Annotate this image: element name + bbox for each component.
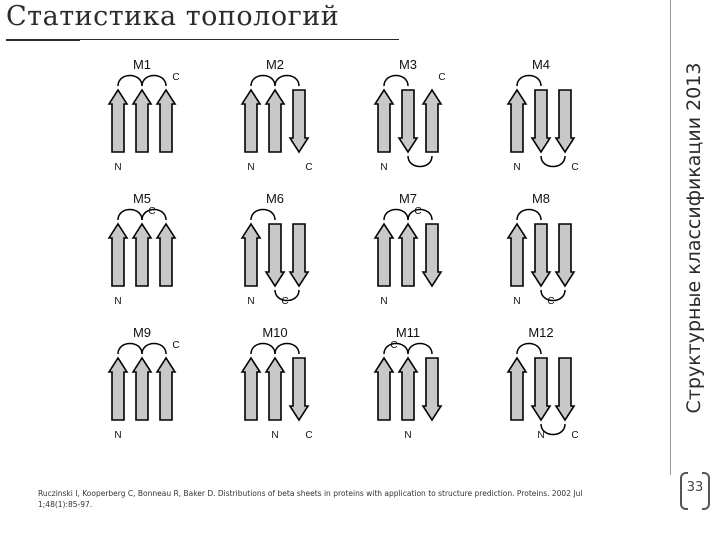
c-terminus-label: C: [438, 72, 446, 83]
panel-label: M5: [132, 191, 152, 206]
c-terminus-label: C: [547, 296, 555, 307]
beta-strand-arrow: [556, 224, 574, 286]
loop-connector: [517, 76, 541, 87]
beta-strand-arrow: [266, 90, 284, 152]
panel-label: M1: [132, 57, 152, 72]
slide-title: Статистика топологий: [6, 1, 340, 32]
panel-label: M2: [265, 57, 285, 72]
n-terminus-label: N: [247, 162, 255, 173]
n-terminus-label: N: [404, 430, 412, 441]
beta-strand-arrow: [375, 90, 393, 152]
loop-connector: [251, 344, 275, 355]
beta-strand-arrow: [532, 224, 550, 286]
beta-strand-arrow: [423, 90, 441, 152]
beta-strand-arrow: [532, 358, 550, 420]
c-terminus-label: C: [305, 162, 313, 173]
side-divider: [670, 0, 671, 475]
panel-label: M6: [265, 191, 285, 206]
loop-connector: [517, 344, 541, 355]
panel-label: M8: [531, 191, 551, 206]
c-terminus-label: C: [414, 206, 422, 217]
side-label: Структурные классификации 2013: [683, 62, 705, 414]
loop-connector: [251, 210, 275, 221]
loop-connector: [142, 344, 166, 355]
beta-strand-arrow: [242, 358, 260, 420]
panel-label: M11: [395, 325, 421, 340]
beta-strand-arrow: [290, 358, 308, 420]
beta-strand-arrow: [133, 358, 151, 420]
topology-panel: [109, 325, 180, 441]
c-terminus-label: C: [571, 430, 579, 441]
beta-strand-arrow: [109, 90, 127, 152]
c-terminus-label: C: [281, 296, 289, 307]
beta-strand-arrow: [266, 224, 284, 286]
beta-strand-arrow: [290, 224, 308, 286]
topology-panel: [109, 191, 175, 307]
topology-panel: [242, 57, 313, 173]
topology-panel: [375, 191, 441, 307]
topology-diagram: [80, 40, 590, 460]
topology-panel: [375, 325, 441, 441]
panel-label: M3: [398, 57, 418, 72]
n-terminus-label: N: [114, 162, 122, 173]
loop-connector: [142, 76, 166, 87]
beta-strand-arrow: [423, 358, 441, 420]
n-terminus-label: N: [247, 296, 255, 307]
loop-connector: [517, 210, 541, 221]
n-terminus-label: N: [537, 430, 545, 441]
panel-label: M4: [531, 57, 551, 72]
loop-connector: [408, 156, 432, 167]
c-terminus-label: C: [305, 430, 313, 441]
topology-panel: [242, 191, 308, 307]
topology-panel: [508, 325, 579, 441]
topology-panel: [508, 191, 574, 307]
c-terminus-label: C: [172, 72, 180, 83]
panel-label: M7: [398, 191, 418, 206]
n-terminus-label: N: [380, 162, 388, 173]
page-number-badge: [680, 472, 710, 508]
loop-connector: [118, 210, 142, 221]
beta-strand-arrow: [423, 224, 441, 286]
loop-connector: [384, 76, 408, 87]
c-terminus-label: C: [172, 340, 180, 351]
citation: Ruczinski I, Kooperberg C, Bonneau R, Baker D. Distributions of beta sheets in proteins with application to structure prediction. Proteins. 2002 Jul 1;48(1):85-97.: [38, 489, 583, 509]
loop-connector: [275, 344, 299, 355]
n-terminus-label: N: [380, 296, 388, 307]
beta-strand-arrow: [242, 224, 260, 286]
n-terminus-label: N: [271, 430, 279, 441]
beta-strand-arrow: [556, 90, 574, 152]
n-terminus-label: N: [513, 162, 521, 173]
n-terminus-label: N: [513, 296, 521, 307]
beta-strand-arrow: [290, 90, 308, 152]
beta-strand-arrow: [157, 224, 175, 286]
beta-strand-arrow: [266, 358, 284, 420]
loop-connector: [251, 76, 275, 87]
loop-connector: [541, 156, 565, 167]
panel-label: M10: [262, 325, 288, 340]
beta-strand-arrow: [399, 90, 417, 152]
topology-panel: [242, 325, 313, 441]
beta-strand-arrow: [556, 358, 574, 420]
beta-strand-arrow: [133, 224, 151, 286]
beta-strand-arrow: [508, 358, 526, 420]
beta-strand-arrow: [133, 90, 151, 152]
loop-connector: [118, 344, 142, 355]
beta-strand-arrow: [157, 358, 175, 420]
topology-panel: [109, 57, 180, 173]
topology-figure: [80, 40, 590, 460]
loop-connector: [118, 76, 142, 87]
beta-strand-arrow: [157, 90, 175, 152]
beta-strand-arrow: [242, 90, 260, 152]
beta-strand-arrow: [532, 90, 550, 152]
beta-strand-arrow: [109, 358, 127, 420]
loop-connector: [408, 344, 432, 355]
loop-connector: [275, 76, 299, 87]
n-terminus-label: N: [114, 296, 122, 307]
beta-strand-arrow: [109, 224, 127, 286]
loop-connector: [384, 210, 408, 221]
beta-strand-arrow: [375, 224, 393, 286]
beta-strand-arrow: [375, 358, 393, 420]
c-terminus-label: C: [390, 340, 398, 351]
topology-panel: [508, 57, 579, 173]
page-number: 33: [686, 480, 704, 495]
beta-strand-arrow: [508, 224, 526, 286]
panel-label: M9: [132, 325, 152, 340]
c-terminus-label: C: [148, 206, 156, 217]
beta-strand-arrow: [399, 358, 417, 420]
n-terminus-label: N: [114, 430, 122, 441]
c-terminus-label: C: [571, 162, 579, 173]
panel-label: M12: [528, 325, 554, 340]
beta-strand-arrow: [399, 224, 417, 286]
topology-panel: [375, 57, 446, 173]
beta-strand-arrow: [508, 90, 526, 152]
